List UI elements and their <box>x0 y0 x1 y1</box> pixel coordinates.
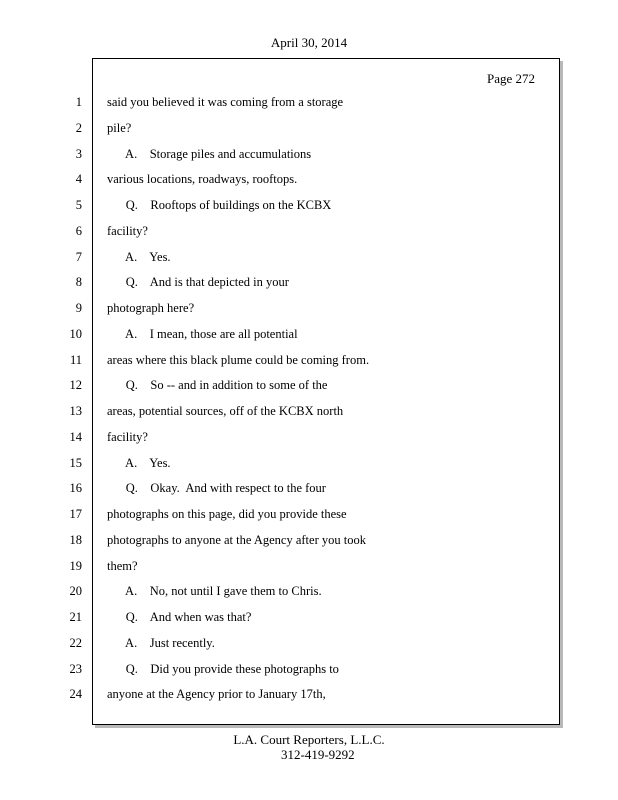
line-number: 21 <box>69 610 82 624</box>
line-number: 14 <box>69 430 82 444</box>
line-number: 5 <box>75 198 82 212</box>
transcript-line: Q. Did you provide these photographs to <box>107 662 339 676</box>
line-number: 12 <box>69 378 82 392</box>
line-number: 17 <box>69 507 82 521</box>
transcript-line: A. Yes. <box>107 250 171 264</box>
transcript-line: Q. Okay. And with respect to the four <box>107 481 326 495</box>
transcript-line: photographs on this page, did you provide these <box>107 507 347 521</box>
transcript-line: various locations, roadways, rooftops. <box>107 172 298 186</box>
line-number: 20 <box>69 584 82 598</box>
line-number: 24 <box>69 687 82 701</box>
transcript-line: A. No, not until I gave them to Chris. <box>107 584 322 598</box>
line-number: 7 <box>75 250 82 264</box>
line-number: 8 <box>75 275 82 289</box>
line-number: 23 <box>69 662 82 676</box>
transcript-line: said you believed it was coming from a storage <box>107 95 344 109</box>
transcript-line: A. Yes. <box>107 456 171 470</box>
transcript-line: areas where this black plume could be coming from. <box>107 353 370 367</box>
transcript-line: A. I mean, those are all potential <box>107 327 298 341</box>
transcript-line: A. Just recently. <box>107 636 215 650</box>
transcript-line: photographs to anyone at the Agency after you took <box>107 533 366 547</box>
line-number: 4 <box>75 172 82 186</box>
transcript-line: photograph here? <box>107 301 195 315</box>
deposition-date: April 30, 2014 <box>270 35 348 50</box>
line-number: 9 <box>75 301 82 315</box>
page-number: Page 272 <box>487 71 536 86</box>
transcript-line: areas, potential sources, off of the KCBX north <box>107 404 344 418</box>
court-reporter-company: L.A. Court Reporters, L.L.C. <box>233 732 385 747</box>
line-number: 22 <box>69 636 82 650</box>
transcript-line: anyone at the Agency prior to January 17th, <box>107 687 326 701</box>
line-number: 11 <box>69 353 82 367</box>
transcript-line: Q. And when was that? <box>107 610 252 624</box>
line-number: 1 <box>75 95 82 109</box>
line-number: 3 <box>75 147 82 161</box>
transcript-line: Q. And is that depicted in your <box>107 275 289 289</box>
line-number: 16 <box>69 481 82 495</box>
line-number: 10 <box>69 327 82 341</box>
line-number: 13 <box>69 404 82 418</box>
transcript-line: facility? <box>107 430 148 444</box>
line-number: 6 <box>75 224 82 238</box>
transcript-line: facility? <box>107 224 148 238</box>
transcript-line: Q. Rooftops of buildings on the KCBX <box>107 198 332 212</box>
line-number: 19 <box>69 559 82 573</box>
transcript-line: them? <box>107 559 138 573</box>
transcript-line: Q. So -- and in addition to some of the <box>107 378 328 392</box>
court-reporter-phone: 312-419-9292 <box>281 747 355 762</box>
line-number: 2 <box>75 121 82 135</box>
line-number: 15 <box>69 456 82 470</box>
transcript-line: pile? <box>107 121 132 135</box>
transcript-line: A. Storage piles and accumulations <box>107 147 312 161</box>
line-number: 18 <box>69 533 82 547</box>
